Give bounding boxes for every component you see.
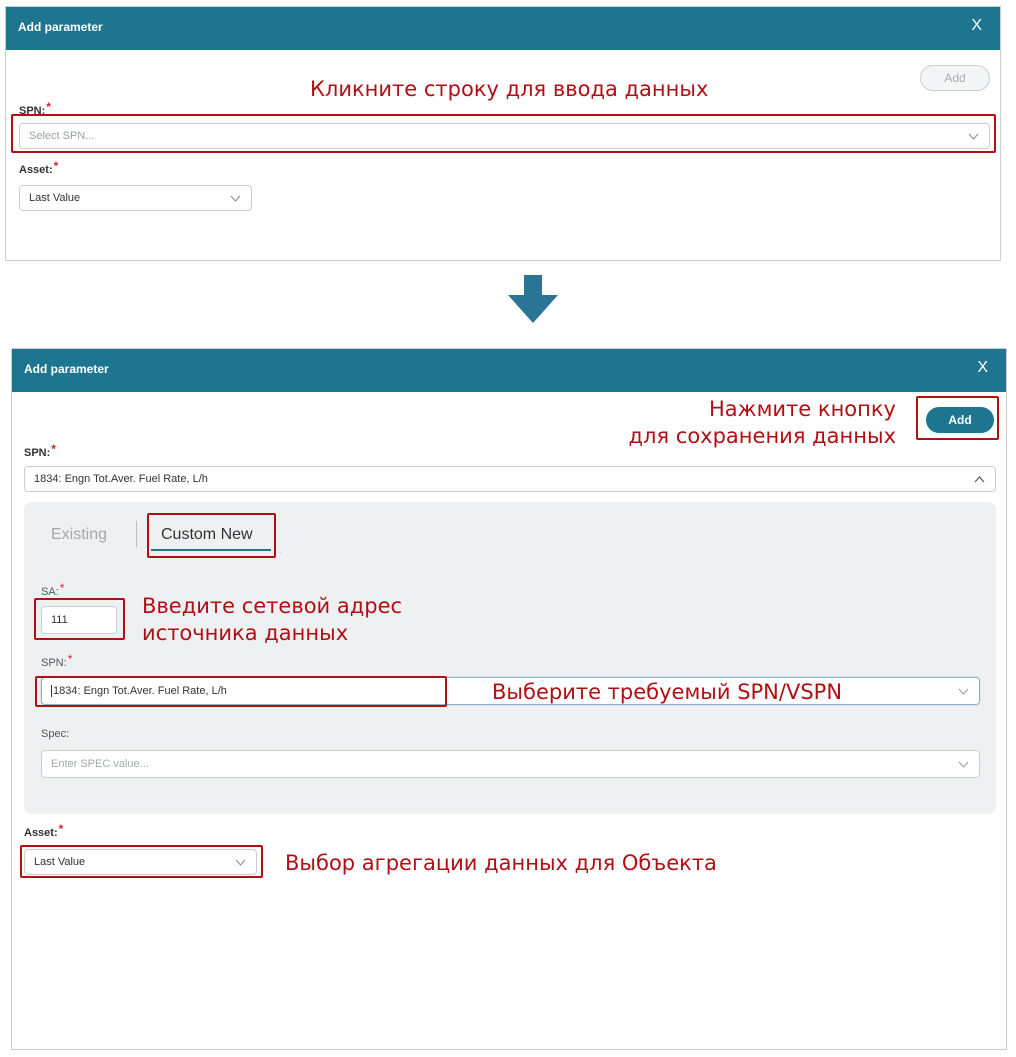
asset-label: Asset:* bbox=[19, 159, 59, 176]
spec-label: Spec: bbox=[41, 728, 70, 740]
dialog-header bbox=[12, 349, 1006, 392]
required-mark: * bbox=[58, 822, 64, 836]
asset-label: Asset:* bbox=[24, 822, 64, 839]
close-icon[interactable]: X bbox=[971, 17, 982, 34]
chevron-up-icon bbox=[974, 467, 985, 491]
annotation-enter-address: Введите сетевой адрес источника данных bbox=[142, 594, 403, 645]
annotation-click-row: Кликните строку для ввода данных bbox=[310, 77, 709, 101]
spn-select[interactable]: Select SPN... bbox=[19, 123, 990, 149]
tab-custom-new[interactable]: Custom New bbox=[161, 526, 253, 543]
annotation-choose-aggregation: Выбор агрегации данных для Объекта bbox=[285, 851, 717, 875]
add-button[interactable]: Add bbox=[926, 407, 994, 433]
annotation-press-button: Нажмите кнопку для сохранения данных bbox=[628, 397, 896, 448]
spn-select[interactable]: 1834: Engn Tot.Aver. Fuel Rate, L/h bbox=[24, 466, 996, 492]
sa-input[interactable]: 111 bbox=[41, 606, 117, 634]
highlight-inner-spn bbox=[35, 676, 447, 707]
dialog-title: Add parameter bbox=[18, 20, 103, 34]
chevron-down-icon bbox=[958, 751, 969, 777]
highlight-custom-new-tab bbox=[147, 513, 276, 558]
tab-separator bbox=[136, 521, 137, 547]
asset-aggregation-select[interactable]: Last Value bbox=[19, 185, 252, 211]
highlight-sa-input bbox=[34, 598, 125, 640]
spec-input[interactable]: Enter SPEC value... bbox=[41, 750, 980, 778]
spn-label: SPN:* bbox=[19, 100, 51, 117]
required-mark: * bbox=[53, 159, 59, 173]
highlight-spn-row bbox=[11, 114, 996, 153]
annotation-choose-spn: Выберите требуемый SPN/VSPN bbox=[492, 680, 843, 704]
dialog-header bbox=[6, 7, 1000, 50]
inner-spn-label: SPN:* bbox=[41, 652, 73, 669]
tab-existing[interactable]: Existing bbox=[51, 526, 108, 543]
close-icon[interactable]: X bbox=[977, 359, 988, 376]
inner-spn-input[interactable]: 1834: Engn Tot.Aver. Fuel Rate, L/h bbox=[41, 677, 980, 705]
highlight-asset-select bbox=[20, 845, 263, 878]
down-arrow-icon bbox=[508, 275, 558, 323]
highlight-add-button bbox=[916, 396, 999, 440]
chevron-down-icon bbox=[958, 678, 969, 704]
dialog-title: Add parameter bbox=[24, 362, 109, 376]
spn-label: SPN:* bbox=[24, 442, 56, 459]
sa-label: SA:* bbox=[41, 581, 65, 598]
chevron-down-icon bbox=[230, 186, 241, 210]
required-mark: * bbox=[67, 652, 73, 666]
required-mark: * bbox=[46, 100, 51, 114]
required-mark: * bbox=[59, 581, 65, 595]
add-button-disabled[interactable]: Add bbox=[920, 65, 990, 91]
required-mark: * bbox=[51, 442, 56, 456]
asset-aggregation-select[interactable]: Last Value bbox=[24, 849, 257, 875]
